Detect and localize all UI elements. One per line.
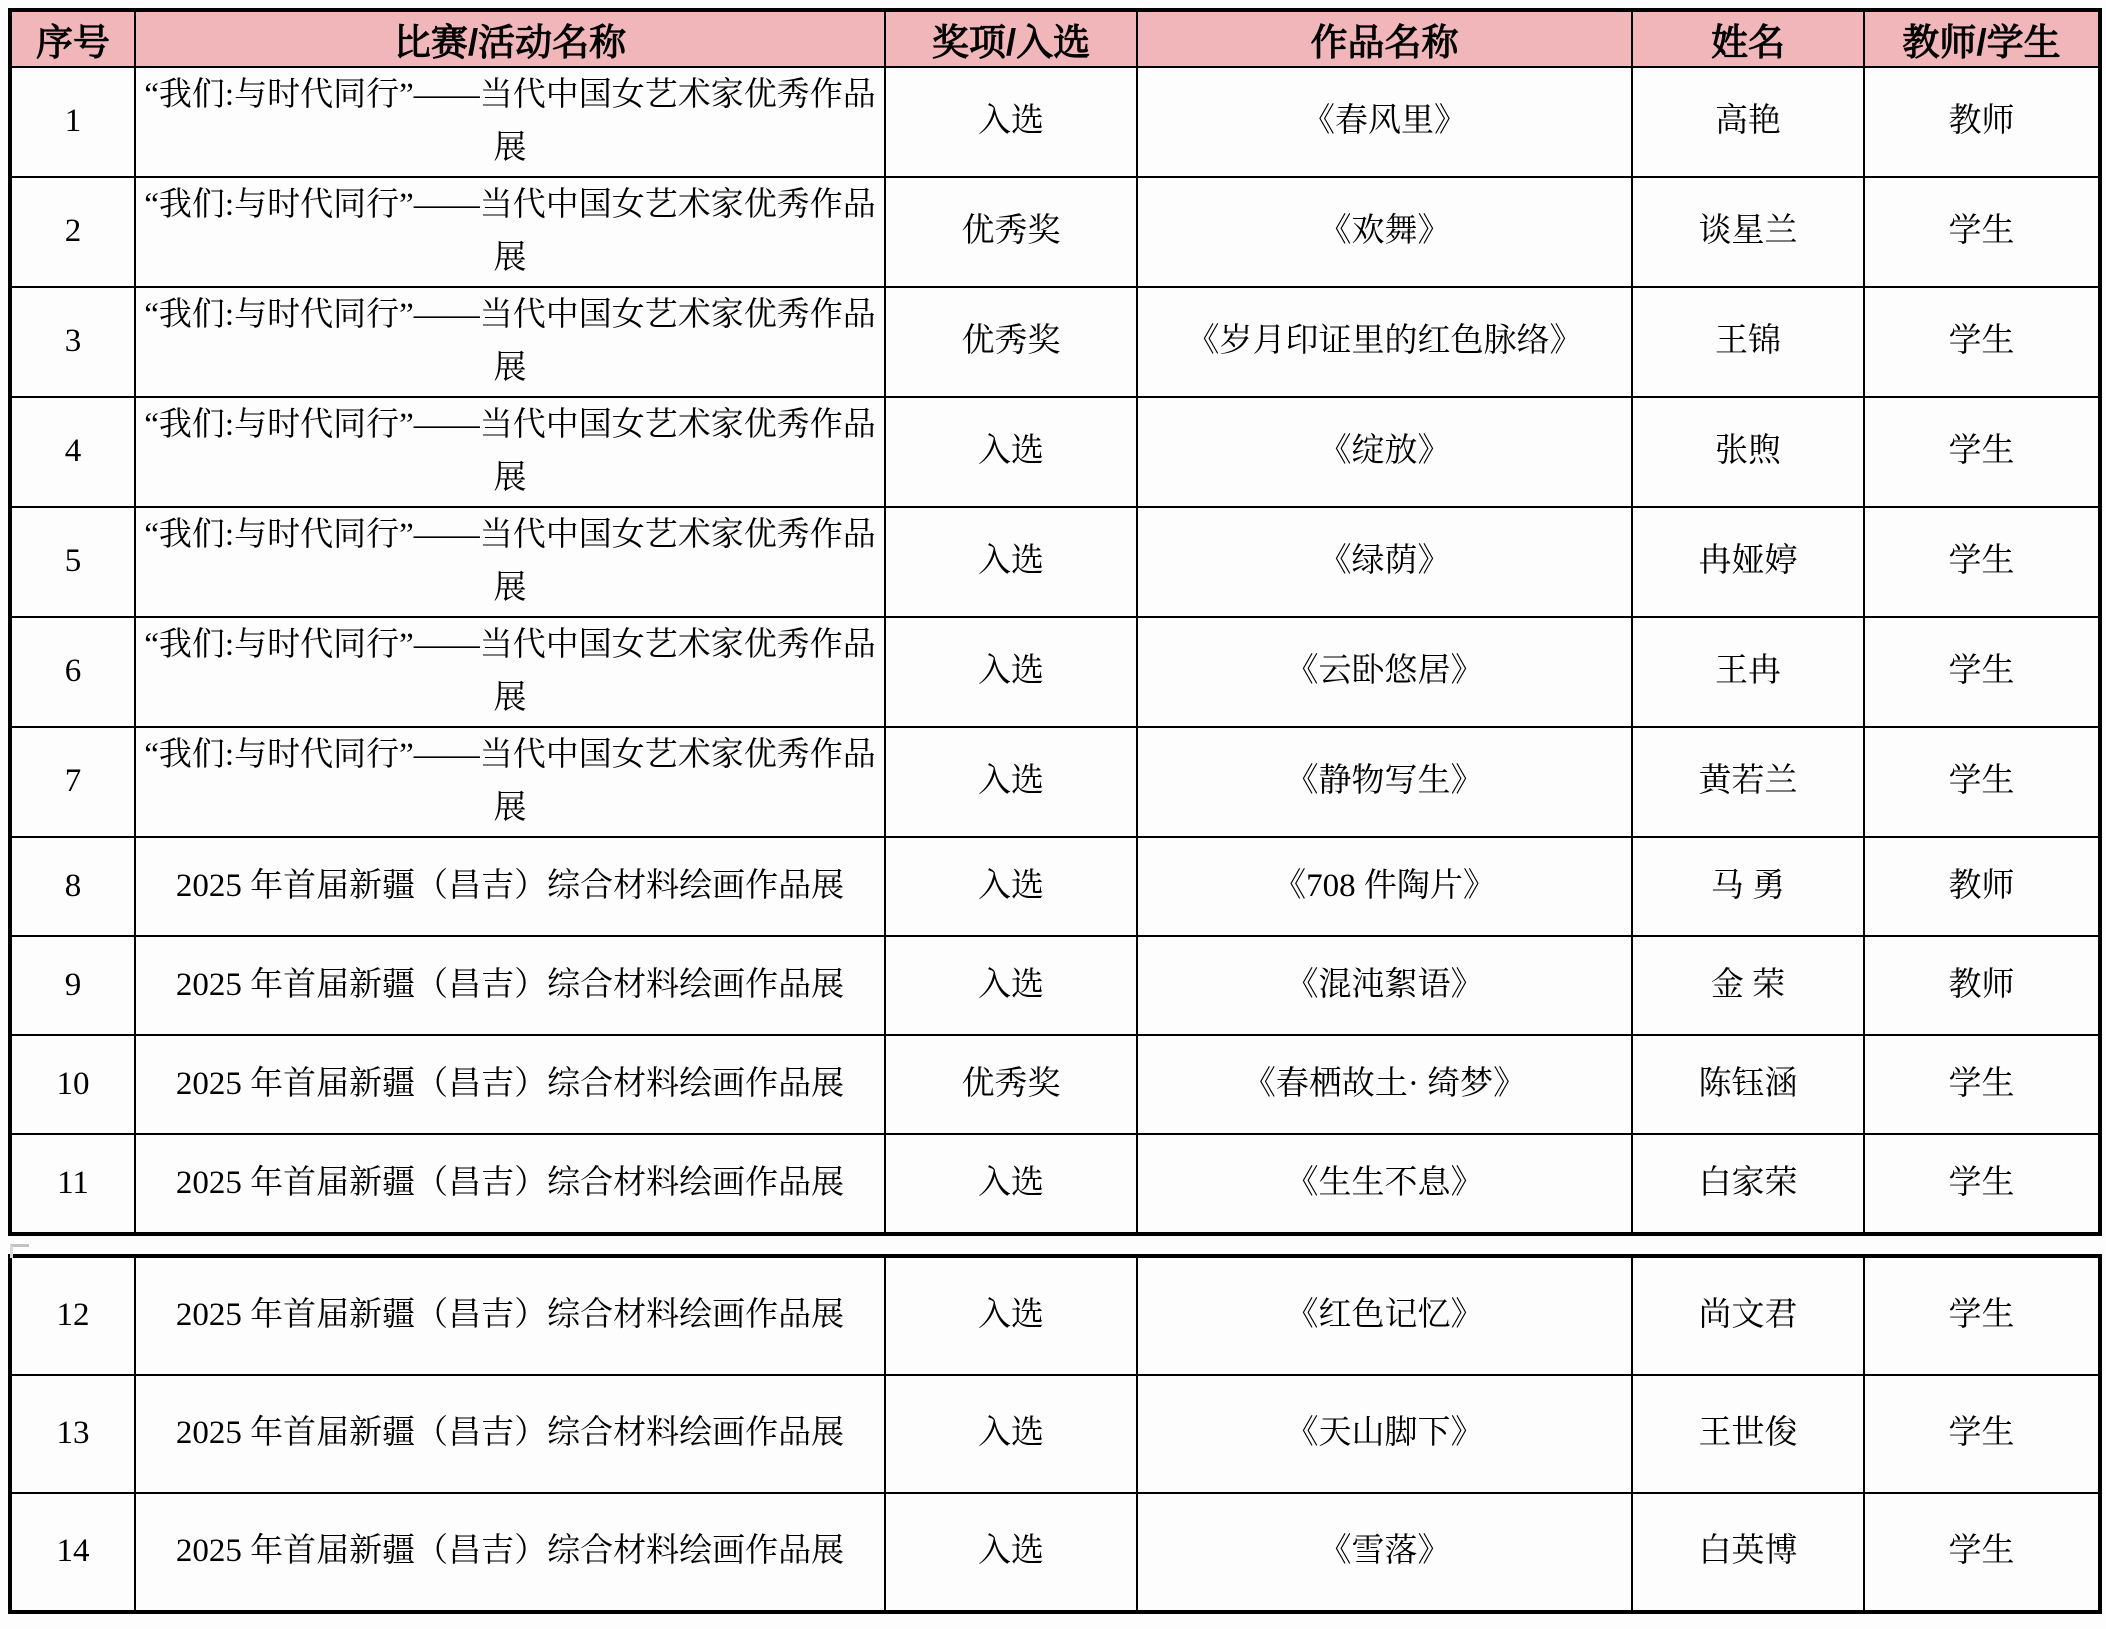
row-number-cell: 11: [10, 1134, 135, 1234]
table-section-gap: [8, 1236, 2098, 1254]
name-cell: 王世俊: [1632, 1375, 1864, 1493]
name-cell: 冉娅婷: [1632, 507, 1864, 617]
work-title-cell: 《雪落》: [1137, 1493, 1632, 1612]
row-number-cell: 9: [10, 936, 135, 1035]
role-cell: 学生: [1864, 1256, 2100, 1375]
column-header-no: 序号: [10, 10, 135, 67]
competition-cell: 2025 年首届新疆（昌吉）综合材料绘画作品展: [135, 1375, 885, 1493]
table-handle-artifact: [10, 1244, 29, 1258]
role-cell: 学生: [1864, 727, 2100, 837]
table-row: [10, 177, 2100, 287]
name-cell: 谈星兰: [1632, 177, 1864, 287]
competition-cell: 2025 年首届新疆（昌吉）综合材料绘画作品展: [135, 837, 885, 936]
competition-cell: “我们:与时代同行”——当代中国女艺术家优秀作品展: [135, 177, 885, 287]
name-cell: 尚文君: [1632, 1256, 1864, 1375]
row-number-cell: 1: [10, 67, 135, 177]
name-cell: 王锦: [1632, 287, 1864, 397]
name-cell: 金 荣: [1632, 936, 1864, 1035]
role-cell: 教师: [1864, 936, 2100, 1035]
row-number-cell: 3: [10, 287, 135, 397]
column-header-role: 教师/学生: [1864, 10, 2100, 67]
name-cell: 黄若兰: [1632, 727, 1864, 837]
table-row: [10, 287, 2100, 397]
row-number-cell: 7: [10, 727, 135, 837]
name-cell: 马 勇: [1632, 837, 1864, 936]
row-number-cell: 6: [10, 617, 135, 727]
award-cell: 入选: [885, 1375, 1137, 1493]
table-row: [10, 1375, 2100, 1493]
award-cell: 入选: [885, 837, 1137, 936]
award-cell: 入选: [885, 727, 1137, 837]
role-cell: 学生: [1864, 1375, 2100, 1493]
work-title-cell: 《春风里》: [1137, 67, 1632, 177]
award-cell: 优秀奖: [885, 177, 1137, 287]
award-cell: 优秀奖: [885, 287, 1137, 397]
work-title-cell: 《天山脚下》: [1137, 1375, 1632, 1493]
award-cell: 入选: [885, 507, 1137, 617]
competition-cell: “我们:与时代同行”——当代中国女艺术家优秀作品展: [135, 397, 885, 507]
work-title-cell: 《云卧悠居》: [1137, 617, 1632, 727]
table-row: [10, 837, 2100, 936]
award-cell: 入选: [885, 1493, 1137, 1612]
column-header-award: 奖项/入选: [885, 10, 1137, 67]
award-cell: 入选: [885, 1134, 1137, 1234]
row-number-cell: 2: [10, 177, 135, 287]
name-cell: 高艳: [1632, 67, 1864, 177]
table-row: [10, 936, 2100, 1035]
row-number-cell: 10: [10, 1035, 135, 1134]
name-cell: 白家荣: [1632, 1134, 1864, 1234]
award-table-section-1: [8, 8, 2102, 1236]
role-cell: 学生: [1864, 1134, 2100, 1234]
role-cell: 教师: [1864, 837, 2100, 936]
competition-cell: 2025 年首届新疆（昌吉）综合材料绘画作品展: [135, 1134, 885, 1234]
table-row: [10, 397, 2100, 507]
award-cell: 优秀奖: [885, 1035, 1137, 1134]
competition-cell: 2025 年首届新疆（昌吉）综合材料绘画作品展: [135, 1493, 885, 1612]
award-table-section-2: [8, 1254, 2102, 1614]
work-title-cell: 《春栖故土· 绮梦》: [1137, 1035, 1632, 1134]
column-header-work: 作品名称: [1137, 10, 1632, 67]
role-cell: 学生: [1864, 1493, 2100, 1612]
competition-cell: “我们:与时代同行”——当代中国女艺术家优秀作品展: [135, 727, 885, 837]
award-cell: 入选: [885, 397, 1137, 507]
work-title-cell: 《静物写生》: [1137, 727, 1632, 837]
column-header-name: 姓名: [1632, 10, 1864, 67]
role-cell: 学生: [1864, 177, 2100, 287]
work-title-cell: 《岁月印证里的红色脉络》: [1137, 287, 1632, 397]
table-row: [10, 727, 2100, 837]
role-cell: 学生: [1864, 397, 2100, 507]
competition-cell: “我们:与时代同行”——当代中国女艺术家优秀作品展: [135, 617, 885, 727]
role-cell: 学生: [1864, 507, 2100, 617]
role-cell: 学生: [1864, 1035, 2100, 1134]
table-row: [10, 1493, 2100, 1612]
table-row: [10, 1035, 2100, 1134]
row-number-cell: 12: [10, 1256, 135, 1375]
award-cell: 入选: [885, 936, 1137, 1035]
award-cell: 入选: [885, 67, 1137, 177]
row-number-cell: 4: [10, 397, 135, 507]
work-title-cell: 《生生不息》: [1137, 1134, 1632, 1234]
row-number-cell: 5: [10, 507, 135, 617]
competition-cell: 2025 年首届新疆（昌吉）综合材料绘画作品展: [135, 936, 885, 1035]
column-header-competition: 比赛/活动名称: [135, 10, 885, 67]
award-cell: 入选: [885, 617, 1137, 727]
award-cell: 入选: [885, 1256, 1137, 1375]
table-row: [10, 1256, 2100, 1375]
competition-cell: 2025 年首届新疆（昌吉）综合材料绘画作品展: [135, 1035, 885, 1134]
table-row: [10, 1134, 2100, 1234]
work-title-cell: 《欢舞》: [1137, 177, 1632, 287]
name-cell: 白英博: [1632, 1493, 1864, 1612]
role-cell: 学生: [1864, 287, 2100, 397]
competition-cell: “我们:与时代同行”——当代中国女艺术家优秀作品展: [135, 287, 885, 397]
table-row: [10, 67, 2100, 177]
row-number-cell: 14: [10, 1493, 135, 1612]
work-title-cell: 《708 件陶片》: [1137, 837, 1632, 936]
work-title-cell: 《混沌絮语》: [1137, 936, 1632, 1035]
role-cell: 学生: [1864, 617, 2100, 727]
name-cell: 张煦: [1632, 397, 1864, 507]
row-number-cell: 13: [10, 1375, 135, 1493]
name-cell: 陈钰涵: [1632, 1035, 1864, 1134]
table-row: [10, 507, 2100, 617]
work-title-cell: 《红色记忆》: [1137, 1256, 1632, 1375]
competition-cell: “我们:与时代同行”——当代中国女艺术家优秀作品展: [135, 507, 885, 617]
table-row: [10, 617, 2100, 727]
competition-cell: “我们:与时代同行”——当代中国女艺术家优秀作品展: [135, 67, 885, 177]
row-number-cell: 8: [10, 837, 135, 936]
header-row: [10, 10, 2100, 67]
work-title-cell: 《绽放》: [1137, 397, 1632, 507]
competition-cell: 2025 年首届新疆（昌吉）综合材料绘画作品展: [135, 1256, 885, 1375]
name-cell: 王冉: [1632, 617, 1864, 727]
role-cell: 教师: [1864, 67, 2100, 177]
work-title-cell: 《绿荫》: [1137, 507, 1632, 617]
